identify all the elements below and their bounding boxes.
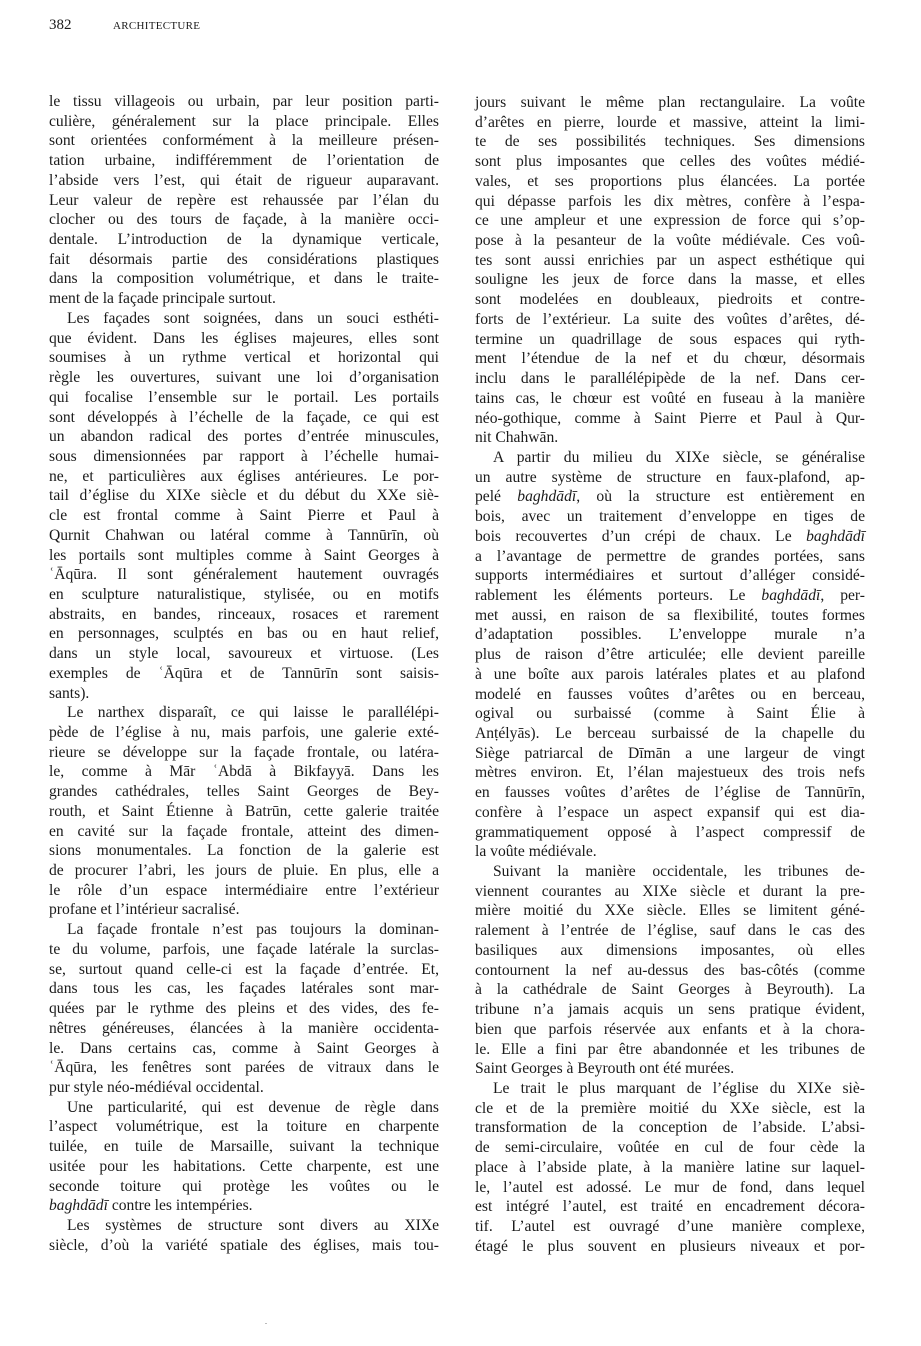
text-line: d’arêtes en pierre, lourde et massive, atteint la limi- xyxy=(475,113,865,131)
text-line: de semi-circulaire, voûtée en cul de four cède la xyxy=(475,1139,865,1157)
text-line: nit Chahwān. xyxy=(475,429,559,447)
text-line: dans la composition volumétrique, et dans le traite- xyxy=(49,270,439,288)
text-line: profane et l’intérieur sacralisé. xyxy=(49,901,240,919)
text-line: qui focalise l’ensemble sur le portail. Les portails xyxy=(49,388,439,406)
text-line: en sculpture naturalistique, stylisée, ou en motifs xyxy=(49,585,439,603)
text-line: tation urbaine, indifféremment de l’orientation de xyxy=(49,152,439,170)
text-line: baghdādī contre les intempéries. xyxy=(49,1197,253,1215)
text-line: dentale. L’introduction de la dynamique verticale, xyxy=(49,231,439,249)
text-line: dans un style local, savoureux et virtuose. (Les xyxy=(49,645,439,663)
text-line: en cavité sur la façade frontale, atteint des dimen- xyxy=(49,822,439,840)
page-header xyxy=(49,17,200,34)
scan-speck xyxy=(265,1323,267,1324)
text-line: la voûte médiévale. xyxy=(475,843,597,861)
right-text-column xyxy=(475,93,865,1256)
text-line: nêtres généreuses, élancées à la manière occidenta- xyxy=(49,1019,439,1037)
text-line: Les systèmes de structure sont divers au XIXe xyxy=(67,1216,439,1234)
text-line: un abandon radical des portes d’entrée minuscules, xyxy=(49,428,439,446)
text-line: pède de l’église à nu, mais parfois, une galerie exté- xyxy=(49,724,439,741)
text-line: pelé baghdādī, où la structure est entièrement en xyxy=(475,488,865,506)
text-line: sont développés à l’échelle de la façade, ce qui est xyxy=(49,408,439,426)
text-line: pose à la pesanteur de la voûte médiévale. Ces voû- xyxy=(475,232,865,250)
text-line: ʿĀqūra. Il sont généralement hautement ouvragés xyxy=(49,566,439,584)
text-line: quées par le rythme des pleins et des vides, des fe- xyxy=(49,1000,439,1018)
text-line: pur style néo-médiéval occidental. xyxy=(49,1078,264,1096)
text-line: cle est frontal comme à Saint Pierre et Paul à xyxy=(49,507,439,525)
text-line: rieure se développe sur la façade frontale, ou latéra- xyxy=(49,743,439,761)
text-line: forts de l’extérieur. La suite des voûtes d’arêtes, dé- xyxy=(475,310,865,328)
text-line: Siège patriarcal de Dīmān a une largeur de vingt xyxy=(475,744,865,762)
text-line: les portails sont multiples comme à Saint Georges à xyxy=(49,546,439,564)
text-line: le. Dans certains cas, comme à Saint Georges à xyxy=(49,1039,439,1057)
text-line: sont plus imposantes que celles des voûtes médié- xyxy=(475,153,865,171)
text-line: usitée pour les habitations. Cette charpente, est une xyxy=(49,1157,439,1175)
text-line: ce une ampleur et une expression de force qui s’op- xyxy=(475,212,865,230)
text-line: inclu dans le parallélépipède de la nef. Dans cer- xyxy=(475,370,865,388)
page-number: 382 xyxy=(49,17,72,33)
text-line: te du volume, parfois, une façade latérale la surclas- xyxy=(49,940,439,958)
text-line: tribune n’a jamais acquis un sens pratique évident, xyxy=(475,1001,865,1019)
text-line: en fausses voûtes d’arêtes de l’église de Tannūrīn, xyxy=(475,784,865,802)
text-line: mètres environ. Et, l’élan majestueux des trois nefs xyxy=(475,764,865,782)
text-line: routh, et Saint Étienne à Batrūn, cette galerie traitée xyxy=(49,802,439,820)
text-line: ʿĀqūra, les fenêtres sont parées de vitraux dans le xyxy=(49,1059,439,1077)
text-line: termine un quadrillage de sous espaces qui ryth- xyxy=(475,330,865,348)
text-line: Leur valeur de repère est rehaussée par l’élan du xyxy=(49,191,439,209)
text-line: que évident. Dans les églises majeures, elles sont xyxy=(49,329,439,347)
text-line: ment l’étendue de la nef et du chœur, désormais xyxy=(475,350,865,368)
text-line: l’aspect volumétrique, est la toiture en charpente xyxy=(49,1118,439,1136)
text-line: rablement les éléments porteurs. Le baghdādī, per- xyxy=(475,586,865,604)
text-line: transformation de la conception de l’abside. L’absi- xyxy=(475,1119,865,1137)
italic-term: baghdādī xyxy=(517,488,577,506)
text-line: sont orientées conformément à la meilleure présen- xyxy=(49,132,439,150)
running-title: ARCHITECTURE xyxy=(113,20,201,32)
text-line: se, surtout quand celle-ci est la façade d’entrée. Et, xyxy=(49,960,439,978)
text-line: plus de raison d’être articulée; elle devient pareille xyxy=(475,646,865,664)
italic-term: baghdādī xyxy=(49,1197,108,1215)
text-line: cle et de la première moitié du XXe siècle, est la xyxy=(475,1099,865,1117)
text-line: ne, et particulières aux églises antérieures. Le por- xyxy=(49,467,439,485)
text-line: basiliques aux dimensions imposantes, où elles xyxy=(475,941,865,959)
text-line: tes sont aussi enrichies par un aspect esthétique qui xyxy=(475,251,865,269)
text-line: exemples de ʿĀqūra et de Tannūrīn sont saisis- xyxy=(49,664,439,682)
text-line: est intégré l’autel, est traité en encadrement décora- xyxy=(475,1198,865,1216)
text-line: jours suivant le même plan rectangulaire. La voûte xyxy=(475,94,865,111)
text-line: règle les ouvertures, suivant une loi d’organisation xyxy=(49,369,439,387)
text-line: vales, et ses proportions plus élancées. La portée xyxy=(475,172,865,190)
text-line: ogival ou surbaissé (comme à Saint Élie à xyxy=(475,705,865,723)
text-line: supports intermédiaires et surtout d’alléger considé- xyxy=(475,567,865,585)
text-line: A partir du milieu du XIXe siècle, se généralise xyxy=(493,448,865,466)
text-line: te de ses possibilités techniques. Ses dimensions xyxy=(475,133,865,151)
text-line: met aussi, en raison de sa flexibilité, toutes formes xyxy=(475,606,865,624)
text-line: Le trait le plus marquant de l’église du XIXe siè- xyxy=(493,1079,865,1097)
text-line: Les façades sont soignées, dans un souci esthéti- xyxy=(67,309,439,327)
text-line: le. Elle a fini par être abandonnée et les tribunes de xyxy=(475,1040,865,1058)
text-line: étagé le plus souvent en plusieurs niveaux et por- xyxy=(475,1237,865,1255)
text-line: Anṭélyās). Le berceau surbaissé de la chapelle du xyxy=(475,725,865,742)
text-line: ralement à l’entrée de l’église, sauf dans le cas des xyxy=(475,922,865,940)
text-line: sants). xyxy=(49,684,90,702)
text-line: bien que parfois réservée aux enfants et à la chora- xyxy=(475,1020,865,1038)
text-line: qui dépasse parfois les dix mètres, confère à l’espa- xyxy=(475,192,865,210)
text-line: soumises à un rythme vertical et horizontal qui xyxy=(49,349,439,367)
text-line: clocher ou des tours de façade, à la manière occi- xyxy=(49,211,439,229)
text-line: modelé en fausses voûtes d’arêtes ou en berceau, xyxy=(475,685,865,703)
text-line: l’abside vers l’est, qui était de rigueur auparavant. xyxy=(49,171,439,189)
text-line: néo-gothique, comme à Saint Pierre et Paul à Qur- xyxy=(475,409,865,427)
text-line: sous dimensionnées par rapport à l’échelle humai- xyxy=(49,447,439,465)
text-line: culière, généralement sur la place principale. Elles xyxy=(49,112,439,130)
text-line: tuilée, en tuile de Marsaille, suivant la technique xyxy=(49,1138,439,1156)
text-line: ment de la façade principale surtout. xyxy=(49,290,276,308)
text-line: place à l’abside plate, à la manière latine sur laquel- xyxy=(475,1158,865,1176)
text-line: tail d’église du XIXe siècle et du début du XXe siè- xyxy=(49,487,439,505)
text-line: tif. L’autel est ouvragé d’une manière complexe, xyxy=(475,1217,865,1235)
italic-term: baghdādī xyxy=(761,586,821,604)
text-line: bois, avec un traitement d’enveloppe en tiges de xyxy=(475,508,865,526)
text-line: d’adaptation possibles. L’enveloppe murale n’a xyxy=(475,626,865,644)
text-line: La façade frontale n’est pas toujours la dominan- xyxy=(67,921,439,939)
text-line: siècle, d’où la variété spatiale des églises, mais tou- xyxy=(49,1236,439,1254)
text-line: un autre système de structure en faux-plafond, ap- xyxy=(475,468,865,486)
text-line: viennent courantes au XIXe siècle et durant la pre- xyxy=(475,882,865,900)
text-line: Qurnit Chahwan ou latéral comme à Tannūrīn, où xyxy=(49,526,439,544)
text-line: le, l’autel est adossé. Le mur de fond, dans lequel xyxy=(475,1178,865,1196)
text-line: sont modelées en doubleaux, piedroits et contre- xyxy=(475,291,865,309)
text-line: Suivant la manière occidentale, les tribunes de- xyxy=(493,863,865,881)
text-line: souligne les jeux de force dans la masse, et elles xyxy=(475,271,865,289)
text-line: Le narthex disparaît, ce qui laisse le parallélépi- xyxy=(67,704,439,722)
text-line: bois recouvertes d’un crépi de chaux. Le baghdādī xyxy=(475,527,865,545)
text-line: Une particularité, qui est devenue de règle dans xyxy=(67,1098,439,1116)
text-line: seconde toiture qui protège les voûtes ou le xyxy=(49,1177,439,1195)
text-line: mière moitié du XXe siècle. Elles se limitent géné- xyxy=(475,902,865,920)
text-line: en personnages, sculptés en bas ou en haut relief, xyxy=(49,625,439,643)
text-line: le tissu villageois ou urbain, par leur position parti- xyxy=(49,93,439,110)
text-line: grammatiquement opposé à l’aspect compressif de xyxy=(475,823,865,841)
text-line: de procurer l’abri, les jours de pluie. En plus, elle a xyxy=(49,862,439,880)
text-line: dans tous les cas, les façades latérales sont mar- xyxy=(49,980,439,998)
text-line: sions monumentales. La fonction de la galerie est xyxy=(49,842,439,860)
text-line: à la cathédrale de Saint Georges à Beyrouth). La xyxy=(475,981,865,999)
text-line: abstraits, en bandes, rinceaux, rosaces et rarement xyxy=(49,605,439,623)
text-line: confère à l’espace un aspect expansif qui est dia- xyxy=(475,803,865,821)
text-line: le rôle d’un espace intermédiaire entre l’extérieur xyxy=(49,881,439,899)
text-line: grandes cathédrales, telles Saint Georges de Bey- xyxy=(49,783,439,801)
text-line: fait désormais partie des considérations plastiques xyxy=(49,250,439,268)
text-line: Saint Georges à Beyrouth ont été murées. xyxy=(475,1060,735,1078)
text-line: tains cas, le chœur est voûté en fuseau à la manière xyxy=(475,389,865,407)
text-line: a l’avantage de permettre de grandes portées, sans xyxy=(475,547,865,565)
italic-term: baghdādī xyxy=(806,527,865,545)
text-line: contournent la nef au-dessus des bas-côtés (comme xyxy=(475,961,865,979)
text-line: le, comme à Mār ʿAbdā à Bikfayyā. Dans les xyxy=(49,763,439,781)
left-text-column xyxy=(49,92,439,1255)
text-line: à une boîte aux parois latérales plates et au plafond xyxy=(475,665,865,683)
